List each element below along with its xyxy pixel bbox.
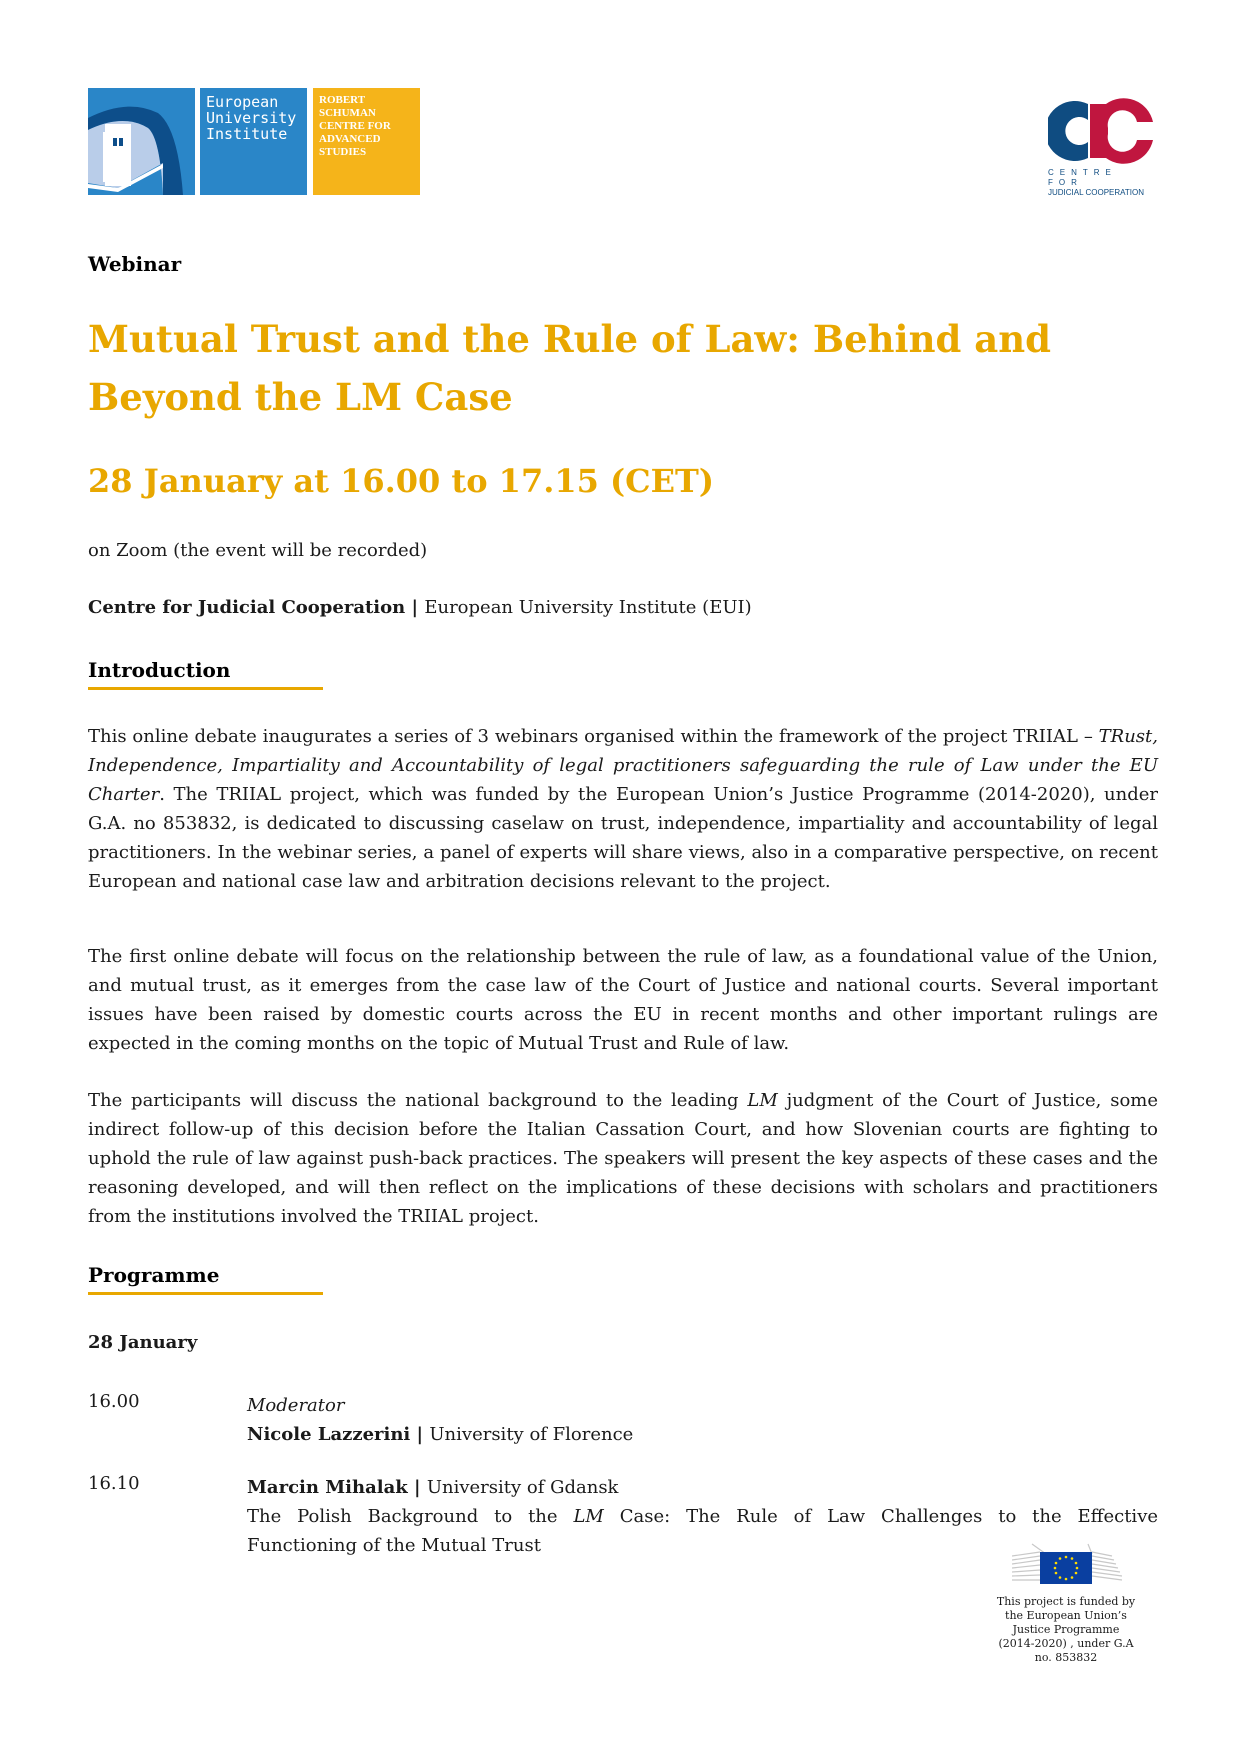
separator: | — [410, 1424, 430, 1445]
rsc-line: SCHUMAN — [319, 107, 376, 119]
eui-line: Institute — [206, 125, 288, 143]
talk-title — [247, 1502, 1158, 1531]
venue-note: on Zoom (the event will be recorded) — [88, 540, 428, 561]
intro-paragraph-1 — [88, 722, 1158, 896]
introduction-heading: Introduction — [88, 658, 323, 690]
case-name: LM — [573, 1506, 604, 1527]
page-title: Mutual Trust and the Rule of Law: Behind and Beyond the LM Case — [88, 317, 1051, 419]
event-type-label: Webinar — [88, 252, 182, 276]
project-acronym-expansion: TRust, Independence, Impartiality and Accountability of legal practitioners safeguarding the rule of Law under the EU Charter — [88, 726, 1158, 805]
talk-title-cont: Functioning of the Mutual Trust — [247, 1535, 541, 1556]
european-commission-logo — [1012, 1542, 1124, 1584]
organiser-line — [88, 597, 752, 618]
case-name: LM — [747, 1090, 778, 1111]
text: The Polish Background to the — [247, 1506, 574, 1527]
programme-slot — [247, 1391, 1158, 1449]
cjc-logo — [1048, 98, 1158, 197]
cjc-line1: CENTRE FOR — [1048, 168, 1117, 187]
programme-heading: Programme — [88, 1263, 323, 1295]
funding-notice — [990, 1595, 1142, 1665]
rsc-line: CENTRE FOR — [319, 120, 391, 132]
organiser-name: Centre for Judicial Cooperation — [88, 597, 406, 618]
funding-line: This project is funded by — [996, 1595, 1136, 1608]
text: The participants will discuss the national background to the leading — [88, 1090, 748, 1111]
intro-paragraph-2: The first online debate will focus on the relationship between the rule of law, as a foundational value of the Union, and mutual trust, as it emerges from the case law of the Court of Justice and national courts. Several important issues have been raised by domestic courts across the EU in recent months and other important rulings are expected in the coming months on the topic of Mutual Trust and Rule of law. — [88, 946, 1158, 1054]
cjc-line2: JUDICIAL COOPERATION — [1048, 188, 1145, 197]
slot-time: 16.10 — [88, 1473, 140, 1494]
eui-wordmark — [200, 88, 307, 195]
rsc-line: ADVANCED — [319, 133, 381, 145]
eui-line: University — [206, 109, 297, 127]
event-date: 28 January at 16.00 to 17.15 (CET) — [88, 462, 714, 500]
eui-emblem-icon — [88, 88, 195, 195]
text: . The TRIIAL project, which was funded by the European Union’s Justice Programme (2014-2020), under G.A. no 853832, is dedicated to discussing caselaw on trust, independence, impartiality and accountability of legal practitioners. In the webinar series, a panel of experts will share views, also in a comparative perspective, on recent European and national case law and arbitration decisions relevant to the project. — [88, 784, 1158, 892]
funding-line: the European Union’s — [1005, 1609, 1127, 1622]
speaker-affiliation: University of Gdansk — [426, 1477, 619, 1498]
slot-role: Moderator — [247, 1395, 345, 1416]
intro-paragraph-3 — [88, 1086, 1158, 1231]
programme-day: 28 January — [88, 1332, 198, 1353]
separator: | — [407, 1477, 427, 1498]
organiser-institution: European University Institute (EUI) — [424, 597, 752, 618]
rsc-wordmark — [313, 88, 420, 195]
slot-time: 16.00 — [88, 1391, 140, 1412]
eui-rsc-logo — [88, 88, 420, 195]
text: Case: The Rule of Law Challenges to the Effective — [603, 1506, 1159, 1527]
speaker-name: Nicole Lazzerini — [247, 1424, 411, 1445]
funding-line: Justice Programme — [1012, 1623, 1120, 1636]
speaker-affiliation: University of Florence — [429, 1424, 634, 1445]
funding-line: (2014-2020) , under G.A — [998, 1637, 1134, 1650]
speaker-name: Marcin Mihalak — [247, 1477, 408, 1498]
rsc-line: ROBERT — [319, 94, 366, 106]
text: This online debate inaugurates a series of 3 webinars organised within the framework of the project TRIIAL – — [88, 726, 1099, 747]
text: judgment of the Court of Justice, some indirect follow-up of this decision before the Italian Cassation Court, and how Slovenian courts are fighting to uphold the rule of law against push-back practices. The speakers will present the key aspects of these cases and the reasoning developed, and will then reflect on the implications of these decisions with scholars and practitioners from the institutions involved the TRIIAL project. — [88, 1090, 1158, 1227]
eui-line: European — [206, 93, 279, 111]
separator: | — [405, 597, 425, 618]
cjc-mark-icon — [1048, 98, 1158, 164]
funding-line: no. 853832 — [1034, 1651, 1098, 1664]
rsc-line: STUDIES — [319, 146, 367, 158]
